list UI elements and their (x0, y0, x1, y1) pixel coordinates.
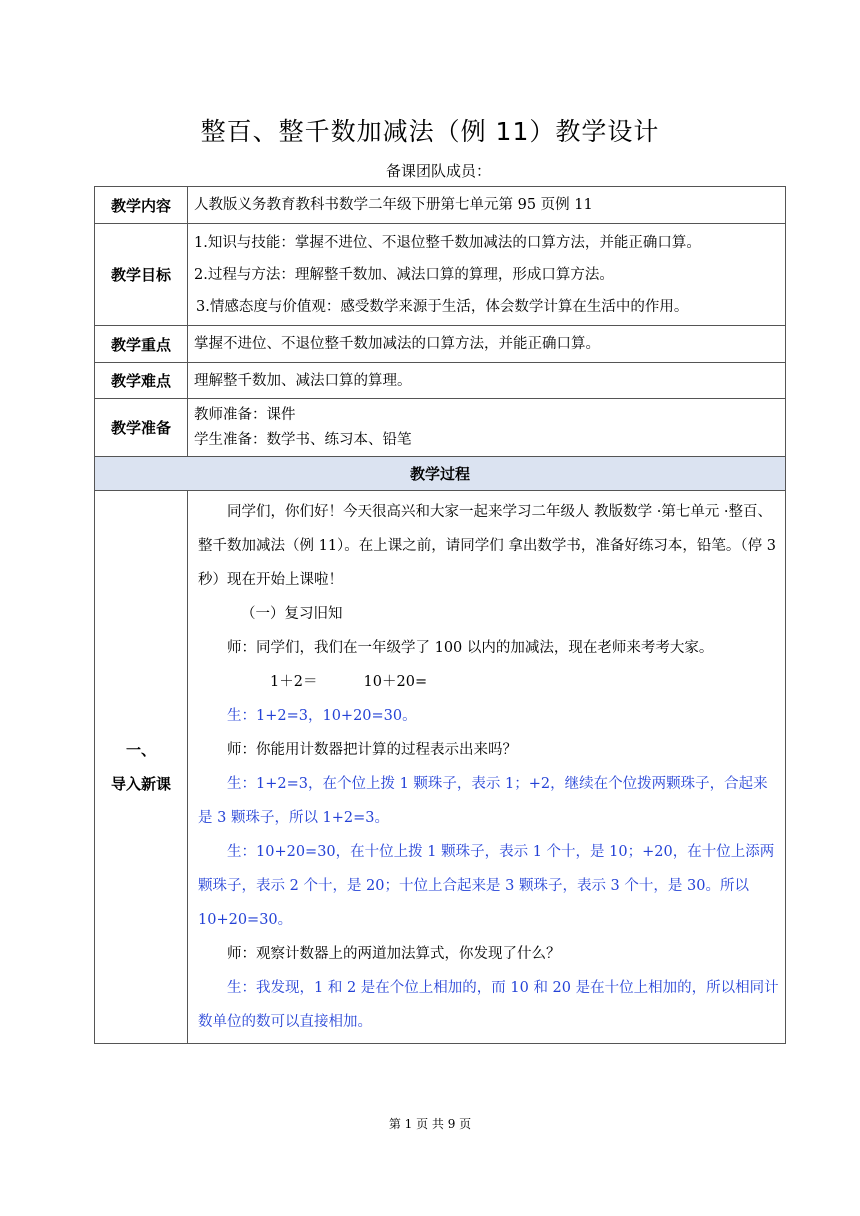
paragraph-student: 生：10+20=30，在十位上拨 1 颗珠子，表示 1 个十，是 10；+20，在十位上添两颗珠子，表示 2 个十，是 20；十位上合起来是 3 颗珠子，表示 3 个十，是 30。所以 10+20=30。 (198, 844, 775, 928)
page-number: 第 1 页 共 9 页 (388, 1117, 472, 1131)
key-points-text: 掌握不进位、不退位整千数加减法的口算方法，并能正确口算。 (194, 336, 600, 352)
lesson-plan-table (94, 186, 786, 1044)
section-body (188, 491, 786, 1044)
goal-item: 3.情感态度与价值观：感受数学来源于生活，体会数学计算在生活中的作用。 (196, 298, 689, 315)
label-difficulties: 教学难点 (95, 363, 188, 399)
paragraph-student: 生：1+2=3，10+20=30。 (227, 708, 417, 724)
row-key-points (95, 326, 786, 363)
row-preparation (95, 399, 786, 457)
paragraph-teacher: 师：你能用计数器把计算的过程表示出来吗？ (227, 742, 517, 758)
paragraph-formula: 1＋2＝ 10＋20= (270, 674, 428, 690)
process-header: 教学过程 (95, 457, 786, 491)
document-title: 整百、整千数加减法（例 11）教学设计 (200, 117, 660, 146)
row-process-header (95, 457, 786, 491)
difficulties-text: 理解整千数加、减法口算的算理。 (194, 372, 412, 389)
value-goals (188, 224, 786, 326)
goal-item: 1.知识与技能：掌握不进位、不退位整千数加减法的口算方法，并能正确口算。 (194, 234, 701, 251)
value-difficulties (188, 363, 786, 399)
section-name: 导入新课 (110, 775, 171, 793)
row-content (95, 187, 786, 224)
paragraph-student: 生：1+2=3，在个位上拨 1 颗珠子，表示 1；+2，继续在个位拨两颗珠子，合起来是 3 颗珠子，所以 1+2=3。 (198, 776, 768, 826)
paragraph-student: 生：我发现，1 和 2 是在个位上相加的，而 10 和 20 是在十位上相加的，所以相同计数单位的数可以直接相加。 (198, 980, 779, 1030)
label-content: 教学内容 (95, 187, 188, 224)
label-preparation: 教学准备 (95, 399, 188, 457)
label-key-points: 教学重点 (95, 326, 188, 363)
label-goals: 教学目标 (95, 224, 188, 326)
paragraph-subheading: （一）复习旧知 (241, 606, 343, 622)
paragraph-greeting: 同学们，你们好！今天很高兴和大家一起来学习二年级人 教版数学 ·第七单元 ·整百、整千数加减法（例 11）。在上课之前，请同学们 拿出数学书，准备好练习本，铅笔。（停 3 秒）现在开始上课啦！ (198, 504, 776, 588)
preparation-item: 学生准备：数学书、练习本、铅笔 (194, 431, 412, 448)
value-content (188, 187, 786, 224)
row-goals (95, 224, 786, 326)
row-difficulties (95, 363, 786, 399)
goal-item: 2.过程与方法：理解整千数加、减法口算的算理，形成口算方法。 (194, 266, 614, 283)
paragraph-teacher: 师：观察计数器上的两道加法算式，你发现了什么？ (227, 946, 561, 962)
paragraph-teacher: 师：同学们，我们在一年级学了 100 以内的加减法，现在老师来考考大家。 (227, 640, 714, 656)
value-key-points (188, 326, 786, 363)
preparation-item: 教师准备：课件 (194, 406, 296, 423)
value-preparation (188, 399, 786, 457)
row-section-intro (95, 491, 786, 1044)
section-label (95, 491, 188, 1044)
content-text: 人教版义务教育教科书数学二年级下册第七单元第 95 页例 11 (194, 197, 593, 213)
section-number: 一、 (125, 741, 156, 759)
team-members-label: 备课团队成员： (386, 162, 492, 180)
